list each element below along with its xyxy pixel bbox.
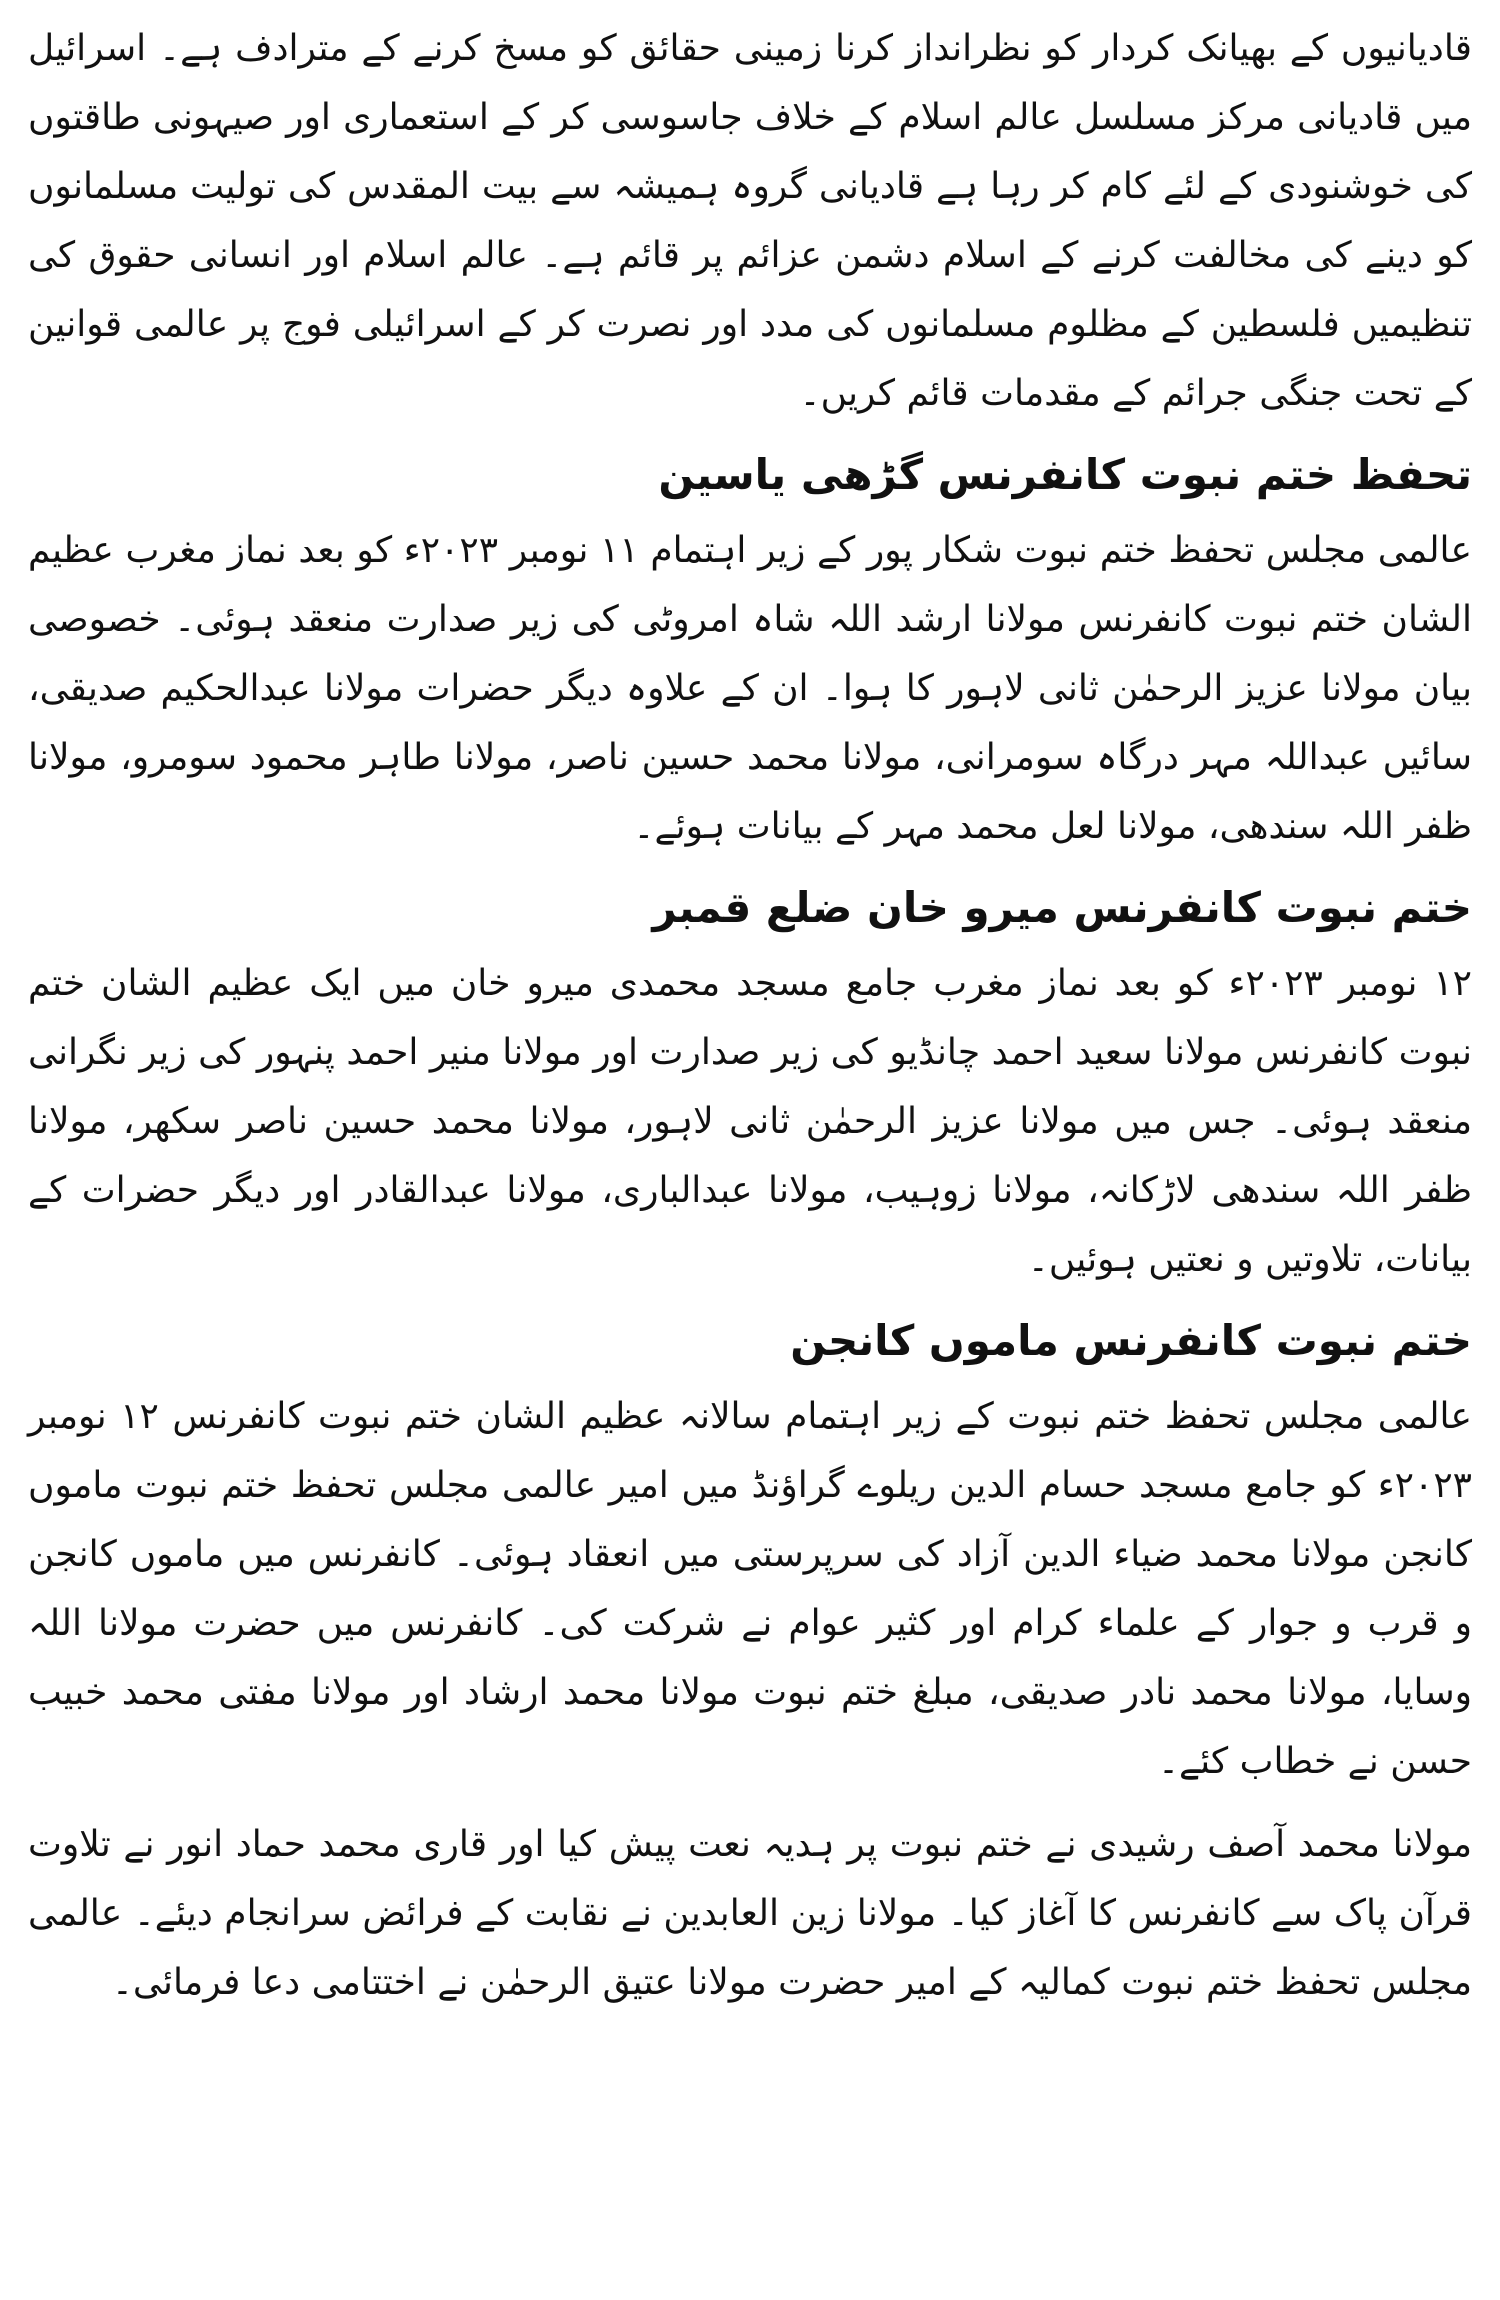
article-page — [28, 14, 1472, 2017]
section-heading-miro-khan: ختم نبوت کانفرنس میرو خان ضلع قمبر — [652, 883, 1472, 932]
section-heading-garhi-yasin: تحفظ ختم نبوت کانفرنس گڑھی یاسین — [658, 450, 1472, 499]
intro-paragraph: قادیانیوں کے بھیانک کردار کو نظرانداز کرنا زمینی حقائق کو مسخ کرنے کے مترادف ہے۔ اسرائیل میں قادیانی مرکز مسلسل عالم اسلام کے خلاف جاسوسی کر کے استعماری اور صیہونی طاقتوں کی خوشنودی کے لئے کام کر رہا ہے قادیانی گروہ ہمیشہ سے بیت المقدس کی تولیت مسلمانوں کو دینے کی مخالفت کرنے کے اسلام دشمن عزائم پر قائم ہے۔ عالم اسلام اور انسانی حقوق کی تنظیمیں فلسطین کے مظلوم مسلمانوں کی مدد اور نصرت کر کے اسرائیلی فوج پر عالمی قوانین کے تحت جنگی جرائم کے مقدمات قائم کریں۔ — [28, 28, 1472, 414]
section-paragraph-garhi-yasin: عالمی مجلس تحفظ ختم نبوت شکار پور کے زیر اہتمام ۱۱ نومبر ۲۰۲۳ء کو بعد نماز مغرب عظیم الشان ختم نبوت کانفرنس مولانا ارشد اللہ شاہ امروٹی کی زیر صدارت منعقد ہوئی۔ خصوصی بیان مولانا عزیز الرحمٰن ثانی لاہور کا ہوا۔ ان کے علاوہ دیگر حضرات مولانا عبدالحکیم صدیقی، سائیں عبداللہ مہر درگاہ سومرانی، مولانا محمد حسین ناصر، مولانا طاہر محمود سومرو، مولانا ظفر اللہ سندھی، مولانا لعل محمد مہر کے بیانات ہوئے۔ — [28, 530, 1472, 847]
section-paragraph-mamun-kanjan-2: مولانا محمد آصف رشیدی نے ختم نبوت پر ہدیہ نعت پیش کیا اور قاری محمد حماد انور نے تلاوت قرآن پاک سے کانفرنس کا آغاز کیا۔ مولانا زین العابدین نے نقابت کے فرائض سرانجام دیئے۔ عالمی مجلس تحفظ ختم نبوت کمالیہ کے امیر حضرت مولانا عتیق الرحمٰن نے اختتامی دعا فرمائی۔ — [28, 1824, 1472, 2003]
section-paragraph-mamun-kanjan-1: عالمی مجلس تحفظ ختم نبوت کے زیر اہتمام سالانہ عظیم الشان ختم نبوت کانفرنس ۱۲ نومبر ۲۰۲۳ء کو جامع مسجد حسام الدین ریلوے گراؤنڈ میں امیر عالمی مجلس تحفظ ختم نبوت ماموں کانجن مولانا محمد ضیاء الدین آزاد کی سرپرستی میں انعقاد ہوئی۔ کانفرنس میں ماموں کانجن و قرب و جوار کے علماء کرام اور کثیر عوام نے شرکت کی۔ کانفرنس میں حضرت مولانا اللہ وسایا، مولانا محمد نادر صدیقی، مبلغ ختم نبوت مولانا محمد ارشاد اور مولانا مفتی محمد خبیب حسن نے خطاب کئے۔ — [28, 1396, 1472, 1782]
section-paragraph-miro-khan: ۱۲ نومبر ۲۰۲۳ء کو بعد نماز مغرب جامع مسجد محمدی میرو خان میں ایک عظیم الشان ختم نبوت کانفرنس مولانا سعید احمد چانڈیو کی زیر صدارت اور مولانا منیر احمد پنہور کی زیر نگرانی منعقد ہوئی۔ جس میں مولانا عزیز الرحمٰن ثانی لاہور، مولانا محمد حسین ناصر سکھر، مولانا ظفر اللہ سندھی لاڑکانہ، مولانا زوہیب، مولانا عبدالباری، مولانا عبدالقادر اور دیگر حضرات کے بیانات، تلاوتیں و نعتیں ہوئیں۔ — [28, 963, 1472, 1280]
section-heading-mamun-kanjan: ختم نبوت کانفرنس ماموں کانجن — [790, 1316, 1472, 1365]
